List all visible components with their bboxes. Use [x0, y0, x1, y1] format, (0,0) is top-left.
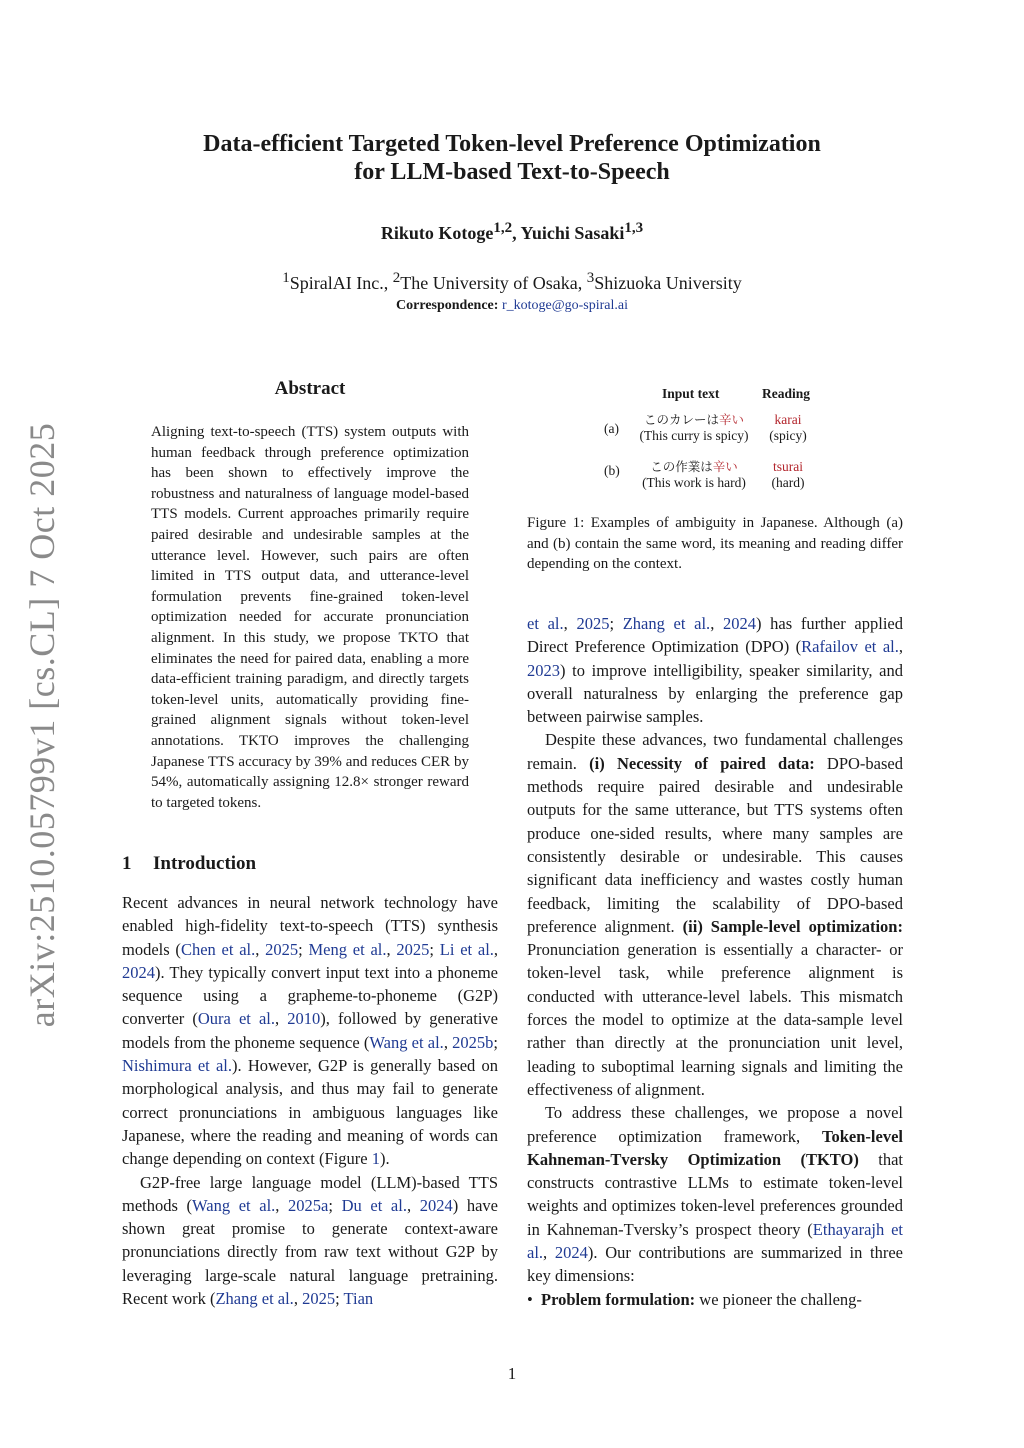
reading-romaji: karai: [774, 412, 802, 427]
citation-link[interactable]: Wang et al.: [192, 1195, 276, 1215]
arxiv-identifier: arXiv:2510.05799v1 [cs.CL] 7 Oct 2025: [22, 422, 62, 1028]
text: ,: [293, 1289, 303, 1309]
text: To address these challenges, we propose a novel preference optimization framework,: [527, 1103, 903, 1146]
affiliation: Shizuoka University: [594, 273, 742, 293]
list-item: [527, 1288, 903, 1311]
affiliation: The University of Osaka,: [400, 273, 587, 293]
author-name: Yuichi Sasaki: [520, 223, 625, 243]
japanese-text: この作業は: [650, 459, 713, 474]
section-heading: [122, 853, 256, 875]
citation-link[interactable]: 2025: [396, 939, 430, 959]
section-number: 1: [122, 853, 132, 874]
text: ,: [543, 1243, 555, 1263]
citation-link[interactable]: et al.: [527, 614, 564, 633]
citation-link[interactable]: 2025a: [288, 1195, 329, 1215]
abstract-heading: Abstract: [274, 378, 346, 399]
title-line-1: Data-efficient Targeted Token-level Preference Optimization: [203, 131, 821, 157]
citation-link[interactable]: 2024: [554, 1243, 588, 1263]
text: ,: [406, 1195, 420, 1215]
author-name: Rikuto Kotoge: [380, 223, 494, 243]
figure-1-caption: Figure 1: Examples of ambiguity in Japanese. Although (a) and (b) contain the same word, its meaning and reading differ depending on the context.: [527, 515, 903, 573]
japanese-text: このカレーは: [643, 412, 719, 427]
text: ;: [609, 614, 623, 633]
page-number: 1: [507, 1364, 517, 1383]
text: we pioneer the challeng-: [695, 1289, 862, 1309]
row-label: (b): [604, 463, 620, 478]
citation-link[interactable]: Chen et al.: [180, 939, 256, 959]
reading-romaji: tsurai: [773, 459, 803, 474]
translation: (This curry is spicy): [639, 428, 749, 443]
paragraph: [122, 891, 498, 1171]
affiliation-marker: 1: [282, 270, 290, 286]
text: ).: [379, 1149, 390, 1169]
text: ,: [275, 1195, 289, 1215]
paragraph: [527, 1101, 903, 1287]
bold-text: (i) Necessity of paired data:: [589, 753, 815, 773]
citation-link[interactable]: 2010: [287, 1009, 321, 1029]
reading-header: Reading: [762, 386, 811, 401]
bold-text: Problem formulation:: [541, 1289, 696, 1309]
author-affiliation-marker: 1,2: [493, 220, 513, 236]
text: G2P-free large language model (LLM)-based TTS methods (: [122, 1172, 498, 1215]
text: ;: [429, 939, 440, 959]
bold-text: Token-level Kahneman-Tversky Optimization (TKTO): [527, 1126, 903, 1169]
text: that constructs contrastive LLMs to estimate token-level weights and optimizes token-level preferences grounded in Kahneman-Tversky’s prospect theory (: [527, 1149, 904, 1239]
affiliations: [150, 270, 874, 294]
figure-row-b-reading: [758, 459, 818, 491]
citation-link[interactable]: 2024: [122, 962, 155, 982]
japanese-sentence: [626, 412, 762, 428]
bold-text: (ii) Sample-level optimization:: [682, 916, 903, 936]
author-separator: ,: [512, 223, 521, 243]
reading-gloss: (spicy): [769, 428, 807, 443]
citation-link[interactable]: 2024: [419, 1195, 453, 1215]
text: ). Our contributions are summarized in three key dimensions:: [527, 1243, 904, 1286]
figure-reference-link[interactable]: 1: [371, 1149, 380, 1169]
highlighted-word: 辛い: [712, 459, 738, 474]
text: ,: [255, 939, 266, 959]
section-title: Introduction: [153, 853, 257, 874]
paragraph: [527, 728, 903, 1101]
text: ) has further applied Direct Preference Optimization (DPO) (: [527, 614, 903, 657]
text: Pronunciation generation is essentially a character- or token-level task, while preference alignment is conducted with utterance-level labels. This mismatch forces the model to optimize at the data-sample level rather than directly at the pronunciation unit level, leading to suboptimal learning signals and limiting the effectiveness of alignment.: [527, 940, 903, 1099]
figure-row-a-input: [626, 412, 762, 444]
text: ), followed by generative models from the phoneme sequence (: [122, 1009, 498, 1052]
author-list: [150, 220, 874, 244]
paragraph: [527, 612, 903, 728]
reading-gloss: (hard): [771, 475, 805, 490]
left-column-text: [122, 891, 498, 1310]
text: ,: [443, 1032, 453, 1052]
author-affiliation-marker: 1,3: [624, 220, 644, 236]
text: ,: [493, 939, 499, 959]
citation-link[interactable]: Tian: [343, 1289, 374, 1309]
title-line-2: for LLM-based Text-to-Speech: [354, 159, 670, 185]
translation: (This work is hard): [642, 475, 746, 490]
affiliation-marker: 3: [586, 270, 595, 286]
figure-row-a-reading: [758, 412, 818, 444]
citation-link[interactable]: Wang et al.: [369, 1032, 444, 1052]
text: DPO-based methods require paired desirable and undesirable outputs for the same utterance, but TTS systems often produce one-sided results, where many samples are consistently desirable or undesirable. This causes significant data inefficiency and wastes costly human feedback, limiting the scalability of DPO-based preference alignment.: [527, 753, 903, 936]
text: ) have shown great promise to generate context-aware pronunciations directly from raw text without G2P by leveraging large-scale natural language pretraining. Recent work (: [122, 1195, 498, 1309]
citation-link[interactable]: 2025b: [452, 1032, 494, 1052]
japanese-sentence: [626, 459, 762, 475]
citation-link[interactable]: 2025: [576, 614, 610, 633]
citation-link[interactable]: Rafailov et al.: [801, 637, 899, 657]
text: ;: [493, 1032, 498, 1052]
citation-link[interactable]: 2024: [723, 614, 756, 633]
citation-link[interactable]: Zhang et al.: [215, 1289, 294, 1309]
figure-row-b-input: [626, 459, 762, 491]
text: Despite these advances, two fundamental challenges remain.: [527, 730, 903, 773]
text: ,: [386, 939, 397, 959]
abstract-text: Aligning text-to-speech (TTS) system outputs with human feedback through preference optimization has been shown to effectively improve the robustness and naturalness of language model-based TTS models. Current approaches primarily require paired desirable and undesirable samples at the utterance level. However, such pairs are often limited in TTS output data, and utterance-level formulation prevents fine-grained token-level optimization needed for accurate pronunciation alignment. In this study, we propose TKTO that eliminates the need for paired data, enabling a more data-efficient training paradigm, and directly targets token-level units, automatically providing fine-grained alignment signals without token-level annotations. TKTO improves the challenging Japanese TTS accuracy by 39% and reduces CER by 54%, automatically assigning 12.8× stronger reward to targeted tokens.: [151, 424, 469, 811]
right-column-text: [527, 612, 903, 1311]
correspondence-label: Correspondence:: [396, 298, 499, 313]
text: ,: [898, 637, 903, 657]
citation-link[interactable]: Zhang et al.: [622, 614, 711, 633]
text: ,: [710, 614, 723, 633]
citation-link[interactable]: Meng et al.: [308, 939, 387, 959]
citation-link[interactable]: Du et al.: [341, 1195, 407, 1215]
text: ;: [298, 939, 309, 959]
paragraph: [122, 1171, 498, 1311]
text: ;: [335, 1289, 344, 1309]
citation-link[interactable]: Li et al.: [439, 939, 494, 959]
input-text-header: Input text: [662, 386, 720, 401]
text: ). However, G2P is generally based on morphological analysis, and thus may fail to generate correct pronunciations in ambiguous languages like Japanese, where the reading and meaning of words can change depending on context (Figure: [122, 1056, 498, 1169]
citation-link[interactable]: Ethayarajh et al.: [527, 1219, 903, 1263]
text: ) to improve intelligibility, speaker similarity, and overall naturalness by enlarging the preference gap between pairwise samples.: [527, 660, 903, 727]
affiliation-marker: 2: [392, 270, 401, 286]
citation-link[interactable]: Oura et al.: [197, 1009, 276, 1029]
correspondence-email-link[interactable]: r_kotoge@go-spiral.ai: [501, 298, 628, 313]
text: ). They typically convert input text into a phoneme sequence using a grapheme-to-phoneme (G2P) converter (: [122, 962, 498, 1029]
citation-link[interactable]: 2025: [265, 939, 299, 959]
text: Recent advances in neural network technology have enabled high-fidelity text-to-speech (TTS) synthesis models (: [122, 893, 498, 959]
bullet-icon: •: [527, 1289, 533, 1309]
text: ;: [328, 1195, 342, 1215]
text: ,: [275, 1009, 288, 1029]
row-label: (a): [604, 421, 619, 436]
correspondence: [150, 298, 874, 314]
paper-title: [150, 130, 874, 186]
citation-link[interactable]: Nishimura et al.: [122, 1056, 233, 1076]
citation-link[interactable]: 2025: [302, 1289, 336, 1309]
affiliation: SpiralAI Inc.,: [289, 273, 393, 293]
text: ,: [563, 614, 577, 633]
citation-link[interactable]: 2023: [527, 660, 560, 680]
highlighted-word: 辛い: [719, 412, 745, 427]
